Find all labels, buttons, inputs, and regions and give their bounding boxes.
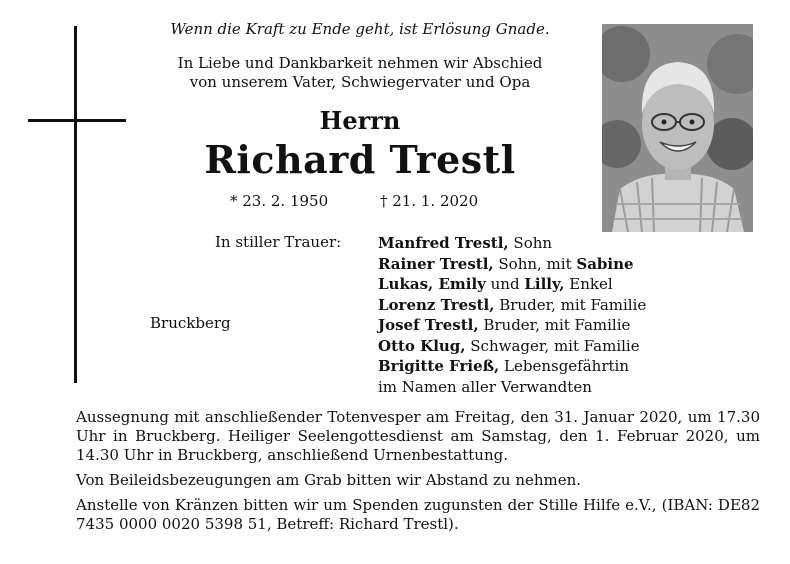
donation-note: Anstelle von Kränzen bitten wir um Spenden zugunsten der Stille Hilfe e.V., (IBAN: DE82 7435 0000 0020 5398 51, Betreff: Richard Trestl). xyxy=(76,496,760,533)
portrait-illustration xyxy=(602,24,753,232)
death-date: † 21. 1. 2020 xyxy=(380,192,479,210)
mourner-row: Manfred Trestl, Sohn xyxy=(378,234,553,252)
portrait-photo xyxy=(602,24,753,232)
mourner-row: Otto Klug, Schwager, mit Familie xyxy=(378,336,640,355)
birth-date: * 23. 2. 1950 xyxy=(230,192,329,210)
motto: Wenn die Kraft zu Ende geht, ist Erlösung Gnade. xyxy=(170,20,550,38)
mourner-row: Rainer Trestl, Sohn, mit Sabine xyxy=(378,254,634,273)
intro-line-1: In Liebe und Dankbarkeit nehmen wir Abschied xyxy=(177,54,543,72)
cross-vertical-bar xyxy=(74,26,77,383)
mourners-list xyxy=(378,233,678,397)
mourner-row: Lukas, Emily und Lilly, Enkel xyxy=(378,275,613,293)
notes-section xyxy=(76,408,760,540)
deceased-name: Richard Trestl xyxy=(204,137,516,182)
intro-line-2: von unserem Vater, Schwiegervater und Opa xyxy=(189,73,531,91)
mourner-row: im Namen aller Verwandten xyxy=(378,377,592,396)
mourner-row: Brigitte Frieß, Lebensgefährtin xyxy=(378,357,629,375)
intro-text xyxy=(100,54,620,92)
mourner-row: Josef Trestl, Bruder, mit Familie xyxy=(378,316,631,334)
condolence-note: Von Beileidsbezeugungen am Grab bitten wir Abstand zu nehmen. xyxy=(76,471,582,489)
salutation: Herrn xyxy=(319,106,401,135)
place-name: Bruckberg xyxy=(150,314,231,332)
mourner-row: Lorenz Trestl, Bruder, mit Familie xyxy=(378,295,647,314)
funeral-details: Aussegnung mit anschließender Totenvesper am Freitag, den 31. Januar 2020, um 17.30 Uhr in Bruckberg. Heiliger Seelengottesdienst am Samstag, den 1. Februar 2020, um 14.30 Uhr in Bruckberg, anschließend Urnenbestattung. xyxy=(76,408,760,464)
mourning-label: In stiller Trauer: xyxy=(215,233,342,251)
